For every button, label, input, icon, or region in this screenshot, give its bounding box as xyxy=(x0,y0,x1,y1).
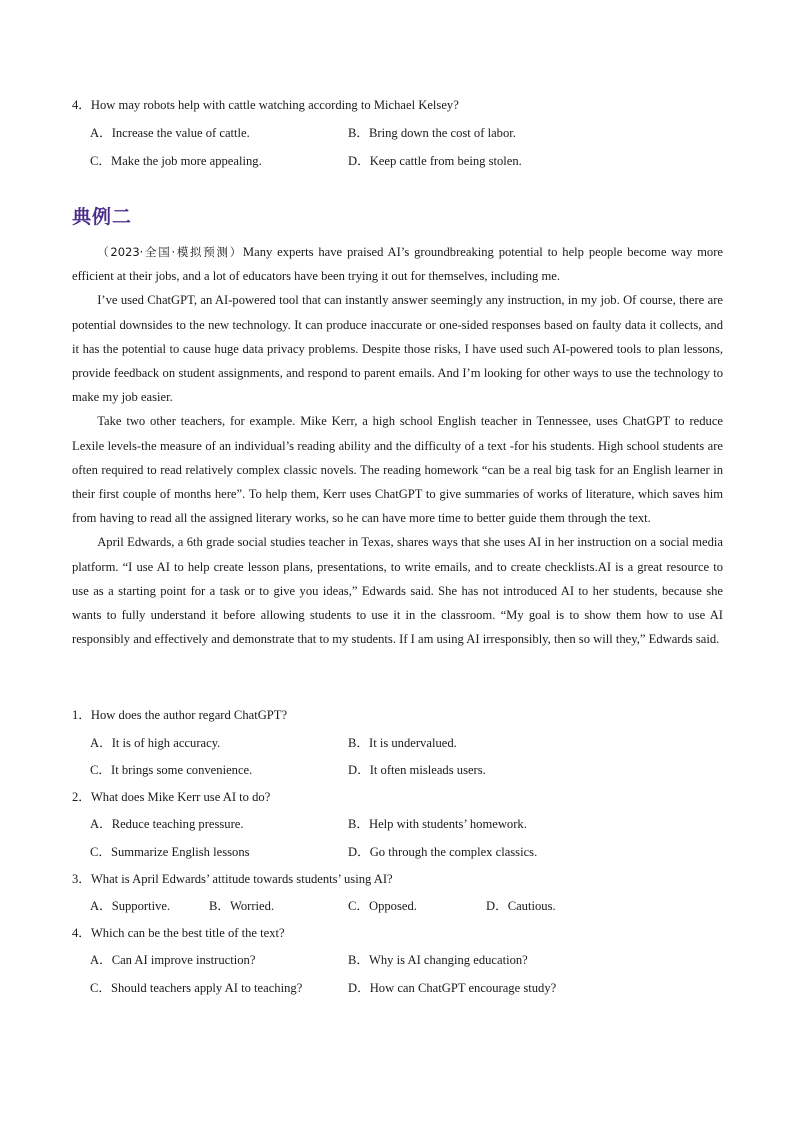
question-4-option-b: B．Why is AI changing education? xyxy=(348,953,528,967)
prev-option-b: B．Bring down the cost of labor. xyxy=(348,126,516,140)
question-4-option-a: A．Can AI improve instruction? xyxy=(90,953,256,967)
question-4-option-c: C．Should teachers apply AI to teaching? xyxy=(90,981,303,995)
question-1-option-a: A．It is of high accuracy. xyxy=(90,736,221,750)
prev-question-stem: 4．How may robots help with cattle watching according to Michael Kelsey? xyxy=(72,98,459,112)
question-3-stem: 3．What is April Edwards’ attitude towards students’ using AI? xyxy=(72,872,393,886)
passage-paragraph: Take two other teachers, for example. Mike Kerr, a high school English teacher in Tennessee, uses ChatGPT to reduce Lexile levels-the measure of an individual’s reading ability and the difficulty of a text -for his students. High school students are often required to read relatively complex classic novels. The reading homework “can be a real big task for an English learner in their first couple of months here”. To help them, Kerr uses ChatGPT to give summaries of works of literature, which saves him from having to read all the assigned literary works, so he can have more time to better guide them through the text. xyxy=(72,414,723,526)
passage-paragraph xyxy=(72,240,723,288)
question-4-stem: 4．Which can be the best title of the text? xyxy=(72,926,285,940)
question-4-option-d: D．How can ChatGPT encourage study? xyxy=(348,981,557,995)
question-2-option-d: D．Go through the complex classics. xyxy=(348,845,538,859)
prev-option-a: A．Increase the value of cattle. xyxy=(90,126,250,140)
question-3-option-a: A．Supportive. xyxy=(90,899,171,913)
question-2-option-b: B．Help with students’ homework. xyxy=(348,817,527,831)
question-3-option-b: B．Worried. xyxy=(209,899,275,913)
question-1-option-d: D．It often misleads users. xyxy=(348,763,486,777)
prev-option-d: D．Keep cattle from being stolen. xyxy=(348,154,522,168)
question-2-option-c: C．Summarize English lessons xyxy=(90,845,250,859)
passage-paragraph-1-text: Many experts have praised AI’s groundbreaking potential to help people become way more efficient at their jobs, and a lot of educators have been trying it out for themselves, including me. xyxy=(72,245,724,284)
section-title: 典例二 xyxy=(72,206,133,228)
question-1-option-b: B．It is undervalued. xyxy=(348,736,457,750)
question-1-stem: 1．How does the author regard ChatGPT? xyxy=(72,708,288,722)
prev-option-c: C．Make the job more appealing. xyxy=(90,154,262,168)
question-2-stem: 2．What does Mike Kerr use AI to do? xyxy=(72,790,271,804)
question-3-option-d: D．Cautious. xyxy=(486,899,556,913)
passage-source: （2023·全国·模拟预测） xyxy=(97,245,243,259)
question-2-option-a: A．Reduce teaching pressure. xyxy=(90,817,244,831)
question-3-option-c: C．Opposed. xyxy=(348,899,417,913)
reading-passage xyxy=(72,240,723,651)
passage-paragraph: April Edwards, a 6th grade social studies teacher in Texas, shares ways that she uses AI in her instruction on a social media platform. “I use AI to help create lesson plans, presentations, to write emails, and to create checklists.AI is a great resource to use as a starting point for a task or to give you ideas,” Edwards said. She has not introduced AI to her students, because she wants to fully understand it before allowing students to use it in the classroom. “My goal is to show them how to use AI responsibly and effectively and demonstrate that to my students. If I am using AI irresponsibly, then so will they,” Edwards said. xyxy=(72,535,723,647)
passage-paragraph: I’ve used ChatGPT, an AI-powered tool that can instantly answer seemingly any instruction, in my job. Of course, there are potential downsides to the new technology. It can produce inaccurate or one-sided responses based on faulty data it collects, and it has the potential to cause huge data privacy problems. Despite those risks, I have used such AI-powered tools to plan lessons, provide feedback on student assignments, and respond to parent emails. And I’m looking for other ways to use the technology to make my job easier. xyxy=(72,293,723,405)
question-1-option-c: C．It brings some convenience. xyxy=(90,763,253,777)
